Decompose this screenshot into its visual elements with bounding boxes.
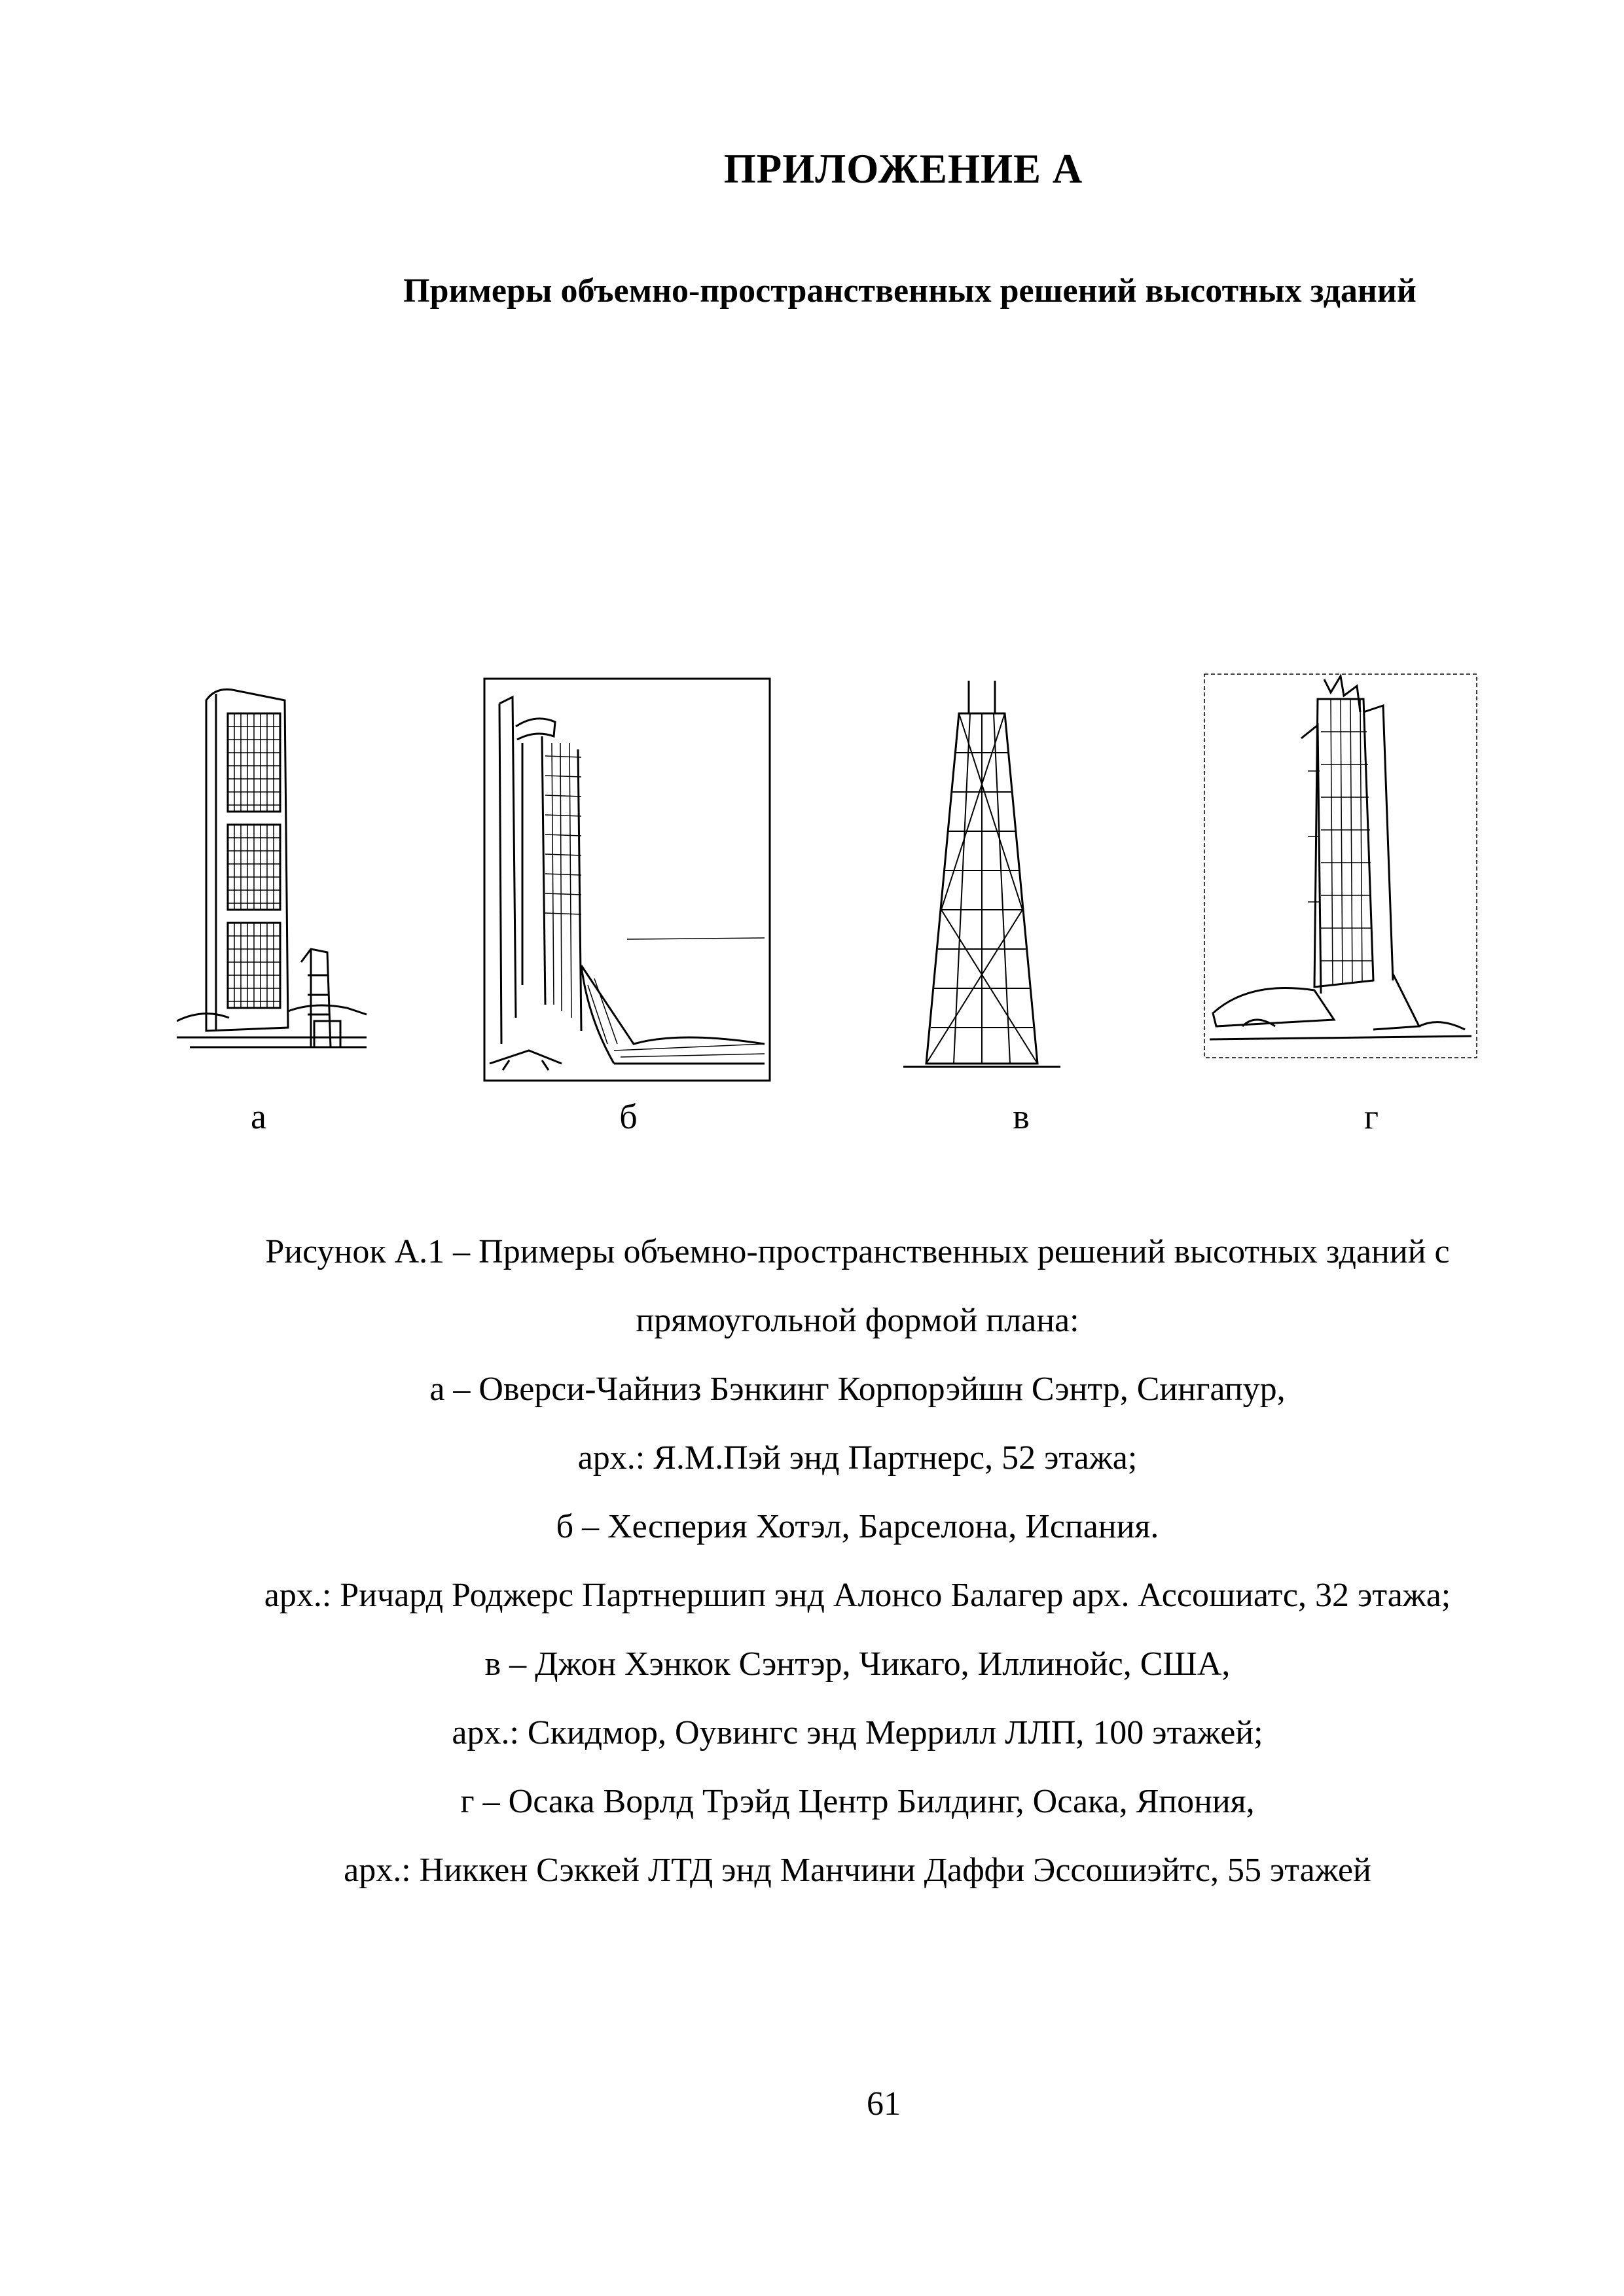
figure-v: [903, 681, 1060, 1073]
figure-label-b: б: [619, 1097, 638, 1136]
caption-line: арх.: Никкен Сэккей ЛТД энд Манчини Даффи Эссошиэйтс, 55 этажей: [344, 1852, 1371, 1889]
tower-v-drawing-icon: [903, 681, 1060, 1073]
figure-g: [1203, 673, 1478, 1059]
caption-line: б – Хесперия Хотэл, Барселона, Испания.: [556, 1508, 1159, 1545]
figure-b: [483, 677, 771, 1083]
tower-g-drawing-icon: [1203, 673, 1478, 1059]
caption-line: арх.: Я.М.Пэй энд Партнерс, 52 этажа;: [577, 1439, 1138, 1477]
caption-line: г – Осака Ворлд Трэйд Центр Билдинг, Осака, Япония,: [460, 1783, 1255, 1820]
appendix-subtitle: Примеры объемно-пространственных решений высотных зданий: [403, 272, 1416, 310]
caption-line: прямоугольной формой плана:: [636, 1302, 1079, 1339]
tower-a-drawing-icon: [177, 681, 373, 1054]
figure-label-a: а: [251, 1097, 266, 1136]
caption-line: арх.: Ричард Роджерс Партнершип энд Алонсо Балагер арх. Ассошиатс, 32 этажа;: [264, 1577, 1451, 1614]
figure-label-v: в: [1013, 1097, 1030, 1136]
figure-caption: [131, 1217, 1584, 1905]
caption-line: Рисунок А.1 – Примеры объемно-пространственных решений высотных зданий с: [265, 1233, 1450, 1270]
caption-line: в – Джон Хэнкок Сэнтэр, Чикаго, Иллинойс, США,: [484, 1645, 1231, 1683]
figure-label-g: г: [1363, 1097, 1379, 1136]
appendix-title: ПРИЛОЖЕНИЕ А: [723, 146, 1083, 192]
figure-a: [177, 681, 373, 1054]
caption-line: а – Оверси-Чайниз Бэнкинг Корпорэйшн Сэнтр, Сингапур,: [429, 1371, 1286, 1408]
tower-b-drawing-icon: [483, 677, 771, 1083]
page-number: 61: [867, 2085, 901, 2123]
caption-line: арх.: Скидмор, Оувингс энд Меррилл ЛЛП, 100 этажей;: [452, 1714, 1263, 1751]
